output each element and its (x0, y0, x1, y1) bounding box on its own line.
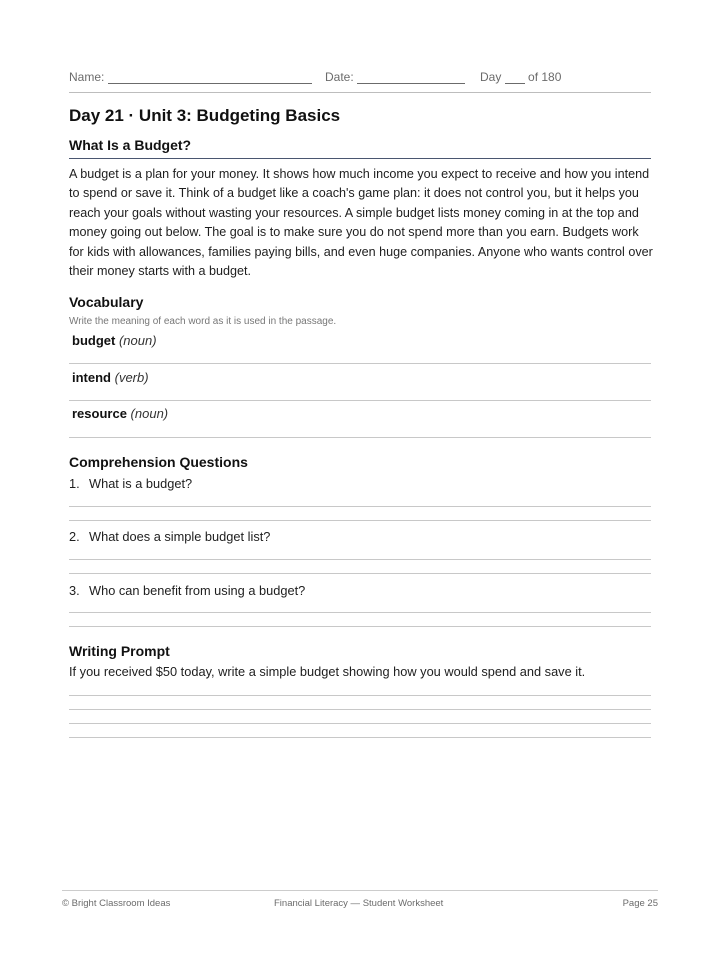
name-blank[interactable] (108, 70, 312, 84)
vocab-word: intend (72, 370, 111, 385)
of-total-label: of 180 (528, 70, 562, 84)
day-label: Day (480, 70, 502, 84)
vocab-part-of-speech: (noun) (130, 406, 169, 421)
vocab-answer-line[interactable] (69, 363, 651, 364)
question-text: Who can benefit from using a budget? (89, 583, 306, 598)
vocab-part-of-speech: (verb) (114, 370, 149, 385)
day-field[interactable] (480, 70, 561, 84)
reading-passage: A budget is a plan for your money. It shows how much income you expect to receive and how you intend to spend or save it. Think of a budget like a coach's game plan: it does not control you, but it helps you reach your goals without wasting your resources. A simple budget lists money coming in at the top and money going out below. The goal is to make sure you do not spend more than you earn. Budgets work for kids with allowances, families paying bills, and even huge companies. Anyone who wants control over their money starts with a budget. (69, 167, 653, 279)
writing-line[interactable] (69, 723, 651, 724)
question-item (69, 529, 270, 544)
question-text: What does a simple budget list? (89, 529, 271, 544)
date-blank[interactable] (357, 70, 465, 84)
writing-line[interactable] (69, 737, 651, 738)
question-number: 3. (69, 583, 80, 598)
vocab-item (72, 333, 157, 348)
vocab-word: budget (72, 333, 116, 348)
vocab-item (72, 406, 168, 421)
writing-prompt-text: If you received $50 today, write a simple budget showing how you would spend and save it. (69, 664, 586, 679)
writing-line[interactable] (69, 695, 651, 696)
writing-line[interactable] (69, 709, 651, 710)
vocab-part-of-speech: (noun) (118, 333, 157, 348)
name-label: Name: (69, 70, 105, 84)
question-number: 2. (69, 529, 80, 544)
header-fields (69, 70, 651, 90)
footer-page-number: Page 25 (622, 898, 658, 909)
vocab-answer-line[interactable] (69, 400, 651, 401)
question-number: 1. (69, 476, 80, 491)
answer-line[interactable] (69, 520, 651, 521)
header-divider (69, 92, 651, 93)
vocab-answer-line[interactable] (69, 437, 651, 438)
comprehension-heading: Comprehension Questions (69, 454, 248, 470)
question-item (69, 583, 305, 598)
name-field[interactable] (69, 70, 312, 84)
section-heading: What Is a Budget? (69, 137, 192, 153)
question-item (69, 476, 192, 491)
vocab-word: resource (72, 406, 127, 421)
date-field[interactable] (325, 70, 465, 84)
writing-prompt-heading: Writing Prompt (69, 643, 170, 659)
day-blank[interactable] (505, 70, 525, 84)
date-label: Date: (325, 70, 354, 84)
vocabulary-heading: Vocabulary (69, 294, 144, 310)
answer-line[interactable] (69, 559, 651, 560)
question-text: What is a budget? (89, 476, 193, 491)
page-title: Day 21 · Unit 3: Budgeting Basics (69, 106, 341, 125)
vocabulary-instructions: Write the meaning of each word as it is used in the passage. (69, 316, 337, 327)
vocab-item (72, 370, 149, 385)
answer-line[interactable] (69, 626, 651, 627)
answer-line[interactable] (69, 573, 651, 574)
footer-title: Financial Literacy — Student Worksheet (274, 898, 444, 909)
answer-line[interactable] (69, 506, 651, 507)
section-divider (69, 158, 651, 159)
footer-copyright: © Bright Classroom Ideas (62, 898, 171, 909)
footer-divider (62, 890, 658, 891)
answer-line[interactable] (69, 612, 651, 613)
